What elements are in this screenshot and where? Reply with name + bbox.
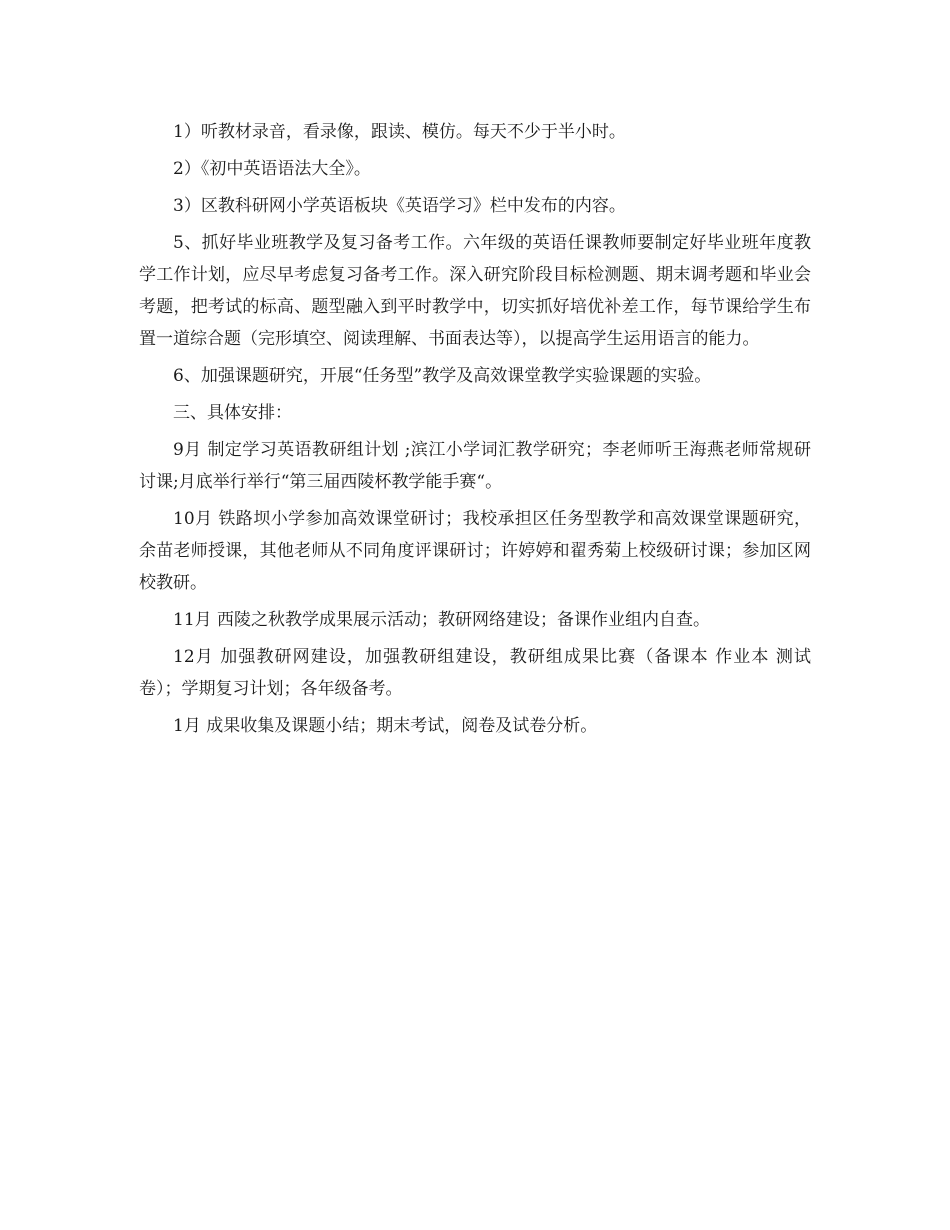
section-heading-schedule: 三、具体安排： <box>173 403 292 423</box>
paragraph-grammar-book: 2）《初中英语语法大全》。 <box>173 159 371 179</box>
schedule-december: 12月 加强教研网建设，加强教研组建设，教研组成果比赛（备课本 作业本 测试卷）；学期复习计划；各年级备考。 <box>139 647 811 699</box>
paragraph-district-website: 3）区教科研网小学英语板块《英语学习》栏中发布的内容。 <box>173 196 626 216</box>
paragraph-material-listening: 1）听教材录音，看录像，跟读、模仿。每天不少于半小时。 <box>173 122 626 142</box>
document-body <box>139 116 811 747</box>
paragraph-research-project: 6、加强课题研究，开展“任务型”教学及高效课堂教学实验课题的实验。 <box>173 366 712 386</box>
schedule-september: 9月 制定学习英语教研组计划 ;滨江小学词汇教学研究；李老师听王海燕老师常规研讨课;月底举行举行“第三届西陵杯教学能手赛“。 <box>139 440 811 492</box>
schedule-january: 1月 成果收集及课题小结；期末考试，阅卷及试卷分析。 <box>173 716 598 736</box>
schedule-october: 10月 铁路坝小学参加高效课堂研讨；我校承担区任务型教学和高效课堂课题研究，余苗老师授课，其他老师从不同角度评课研讨；许婷婷和翟秀菊上校级研讨课；参加区网校教研。 <box>139 509 811 593</box>
paragraph-graduating-class: 5、抓好毕业班教学及复习备考工作。六年级的英语任课教师要制定好毕业班年度教学工作计划，应尽早考虑复习备考工作。深入研究阶段目标检测题、期末调考题和毕业会考题，把考试的标高、题型融入到平时教学中，切实抓好培优补差工作，每节课给学生布置一道综合题（完形填空、阅读理解、书面表达等），以提高学生运用语言的能力。 <box>139 233 811 349</box>
schedule-november: 11月 西陵之秋教学成果展示活动；教研网络建设；备课作业组内自查。 <box>173 610 711 630</box>
